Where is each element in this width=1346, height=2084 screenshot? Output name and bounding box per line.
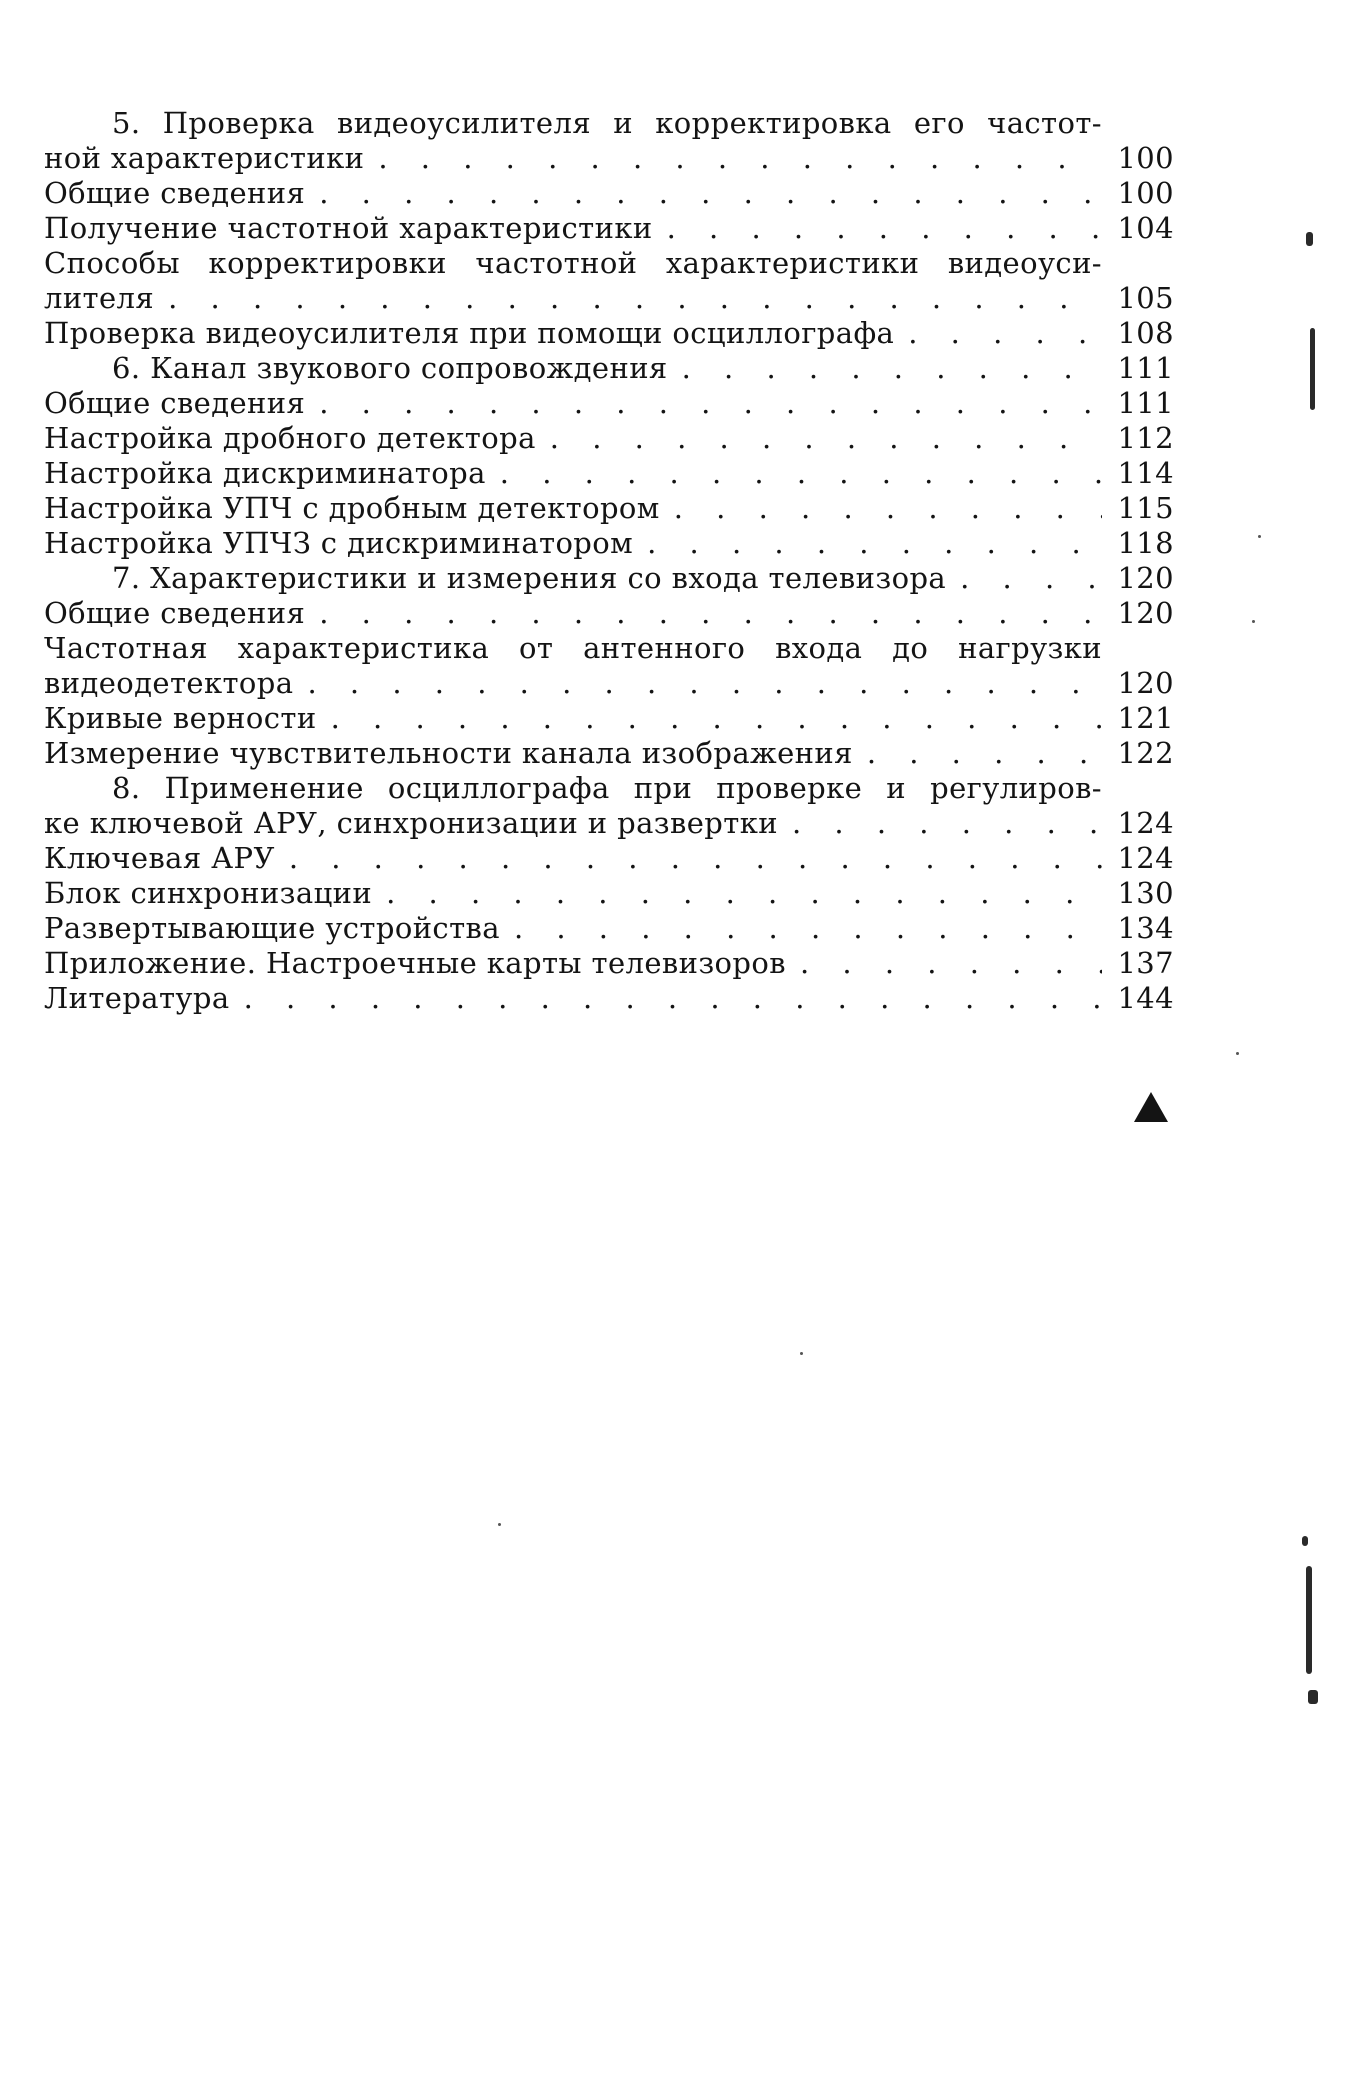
toc-leader-dots	[289, 841, 1102, 876]
toc-entry	[44, 876, 1174, 911]
toc-entry	[44, 176, 1174, 211]
toc-entry	[44, 421, 1174, 456]
toc-page-number: 104	[1117, 211, 1174, 245]
toc-page-number: 124	[1117, 806, 1174, 840]
toc-leader-dots	[307, 666, 1102, 701]
toc-entry-title: Частотная характеристика от антенного входа до нагрузки	[44, 631, 1102, 665]
scan-edge-mark	[1306, 232, 1313, 246]
toc-entry	[44, 701, 1174, 736]
toc-page-number: 108	[1117, 316, 1174, 350]
scan-edge-mark	[1302, 1536, 1308, 1546]
toc-entry	[44, 736, 1174, 771]
triangle-marker-icon	[1134, 1092, 1168, 1122]
toc-entry-title: Настройка УПЧЗ с дискриминатором	[44, 526, 634, 560]
toc-page-number: 130	[1117, 876, 1174, 910]
toc-page-number: 100	[1117, 176, 1174, 210]
toc-entry	[44, 911, 1174, 946]
toc-leader-dots	[647, 526, 1102, 561]
toc-leader-dots	[168, 281, 1102, 316]
toc-entry-title: Настройка дробного детектора	[44, 421, 536, 455]
toc-entry	[44, 386, 1174, 421]
toc-entry-title: ке ключевой АРУ, синхронизации и развертки	[44, 806, 778, 840]
toc-entry	[44, 981, 1174, 1016]
toc-leader-dots	[319, 596, 1102, 631]
toc-entry	[44, 141, 1174, 176]
toc-entry-line	[44, 631, 1174, 666]
toc-page-number: 137	[1117, 946, 1174, 980]
toc-leader-dots	[867, 736, 1102, 771]
toc-entry-title: Проверка видеоусилителя при помощи осциллографа	[44, 316, 895, 350]
toc-entry-title: Измерение чувствительности канала изображения	[44, 736, 853, 770]
toc-entry	[44, 841, 1174, 876]
toc-leader-dots	[319, 386, 1102, 421]
toc-entry	[44, 456, 1174, 491]
toc-page-number: 144	[1117, 981, 1174, 1015]
toc-page-number: 134	[1117, 911, 1174, 945]
toc-leader-dots	[319, 176, 1102, 211]
scan-edge-mark	[1310, 328, 1315, 410]
toc-entry-title: 7. Характеристики и измерения со входа телевизора	[112, 561, 947, 595]
toc-page-number: 118	[1117, 526, 1174, 560]
scan-edge-mark	[1308, 1690, 1318, 1704]
toc-leader-dots	[674, 491, 1102, 526]
toc-entry-line	[44, 106, 1174, 141]
toc-entry	[44, 561, 1174, 596]
toc-entry-title: Настройка УПЧ с дробным детектором	[44, 491, 660, 525]
toc-leader-dots	[667, 211, 1102, 246]
toc-entry-title: видеодетектора	[44, 666, 294, 700]
toc-page-number: 121	[1117, 701, 1174, 735]
toc-entry	[44, 666, 1174, 701]
toc-entry-title: Приложение. Настроечные карты телевизоров	[44, 946, 786, 980]
scan-speck	[498, 1523, 501, 1526]
toc-leader-dots	[792, 806, 1102, 841]
toc-entry-title: Настройка дискриминатора	[44, 456, 486, 490]
scan-speck	[1236, 1052, 1239, 1055]
toc-page-number: 100	[1117, 141, 1174, 175]
scan-edge-mark	[1306, 1566, 1312, 1674]
toc-entry-title: Получение частотной характеристики	[44, 211, 653, 245]
toc-entry-title: Общие сведения	[44, 596, 306, 630]
toc-page-number: 105	[1117, 281, 1174, 315]
toc-entry	[44, 211, 1174, 246]
toc-page-number: 112	[1117, 421, 1174, 455]
toc-page-number: 120	[1117, 561, 1174, 595]
toc-leader-dots	[800, 946, 1102, 981]
toc-entry-title: 8. Применение осциллографа при проверке и регулиров-	[112, 771, 1102, 805]
scan-speck	[1252, 620, 1255, 623]
toc-leader-dots	[550, 421, 1102, 456]
toc-entry	[44, 351, 1174, 386]
toc-leader-dots	[960, 561, 1102, 596]
toc-entry-line	[44, 771, 1174, 806]
toc-leader-dots	[908, 316, 1102, 351]
scan-speck	[1258, 535, 1261, 538]
toc-entry	[44, 281, 1174, 316]
toc-entry-title: ной характеристики	[44, 141, 365, 175]
toc-leader-dots	[386, 876, 1102, 911]
toc-leader-dots	[682, 351, 1102, 386]
scan-speck	[800, 1352, 803, 1355]
toc-entry	[44, 491, 1174, 526]
toc-entry	[44, 946, 1174, 981]
toc-entry-title: Способы корректировки частотной характеристики видеоуси-	[44, 246, 1102, 280]
toc-page-number: 115	[1117, 491, 1174, 525]
toc-leader-dots	[244, 981, 1102, 1016]
toc-entry-title: Развертывающие устройства	[44, 911, 500, 945]
toc-leader-dots	[378, 141, 1102, 176]
toc-leader-dots	[514, 911, 1102, 946]
toc-page-number: 111	[1117, 351, 1174, 385]
toc-page-number: 122	[1117, 736, 1174, 770]
toc-entry-title: лителя	[44, 281, 155, 315]
toc-entry	[44, 316, 1174, 351]
toc-entry-title: 6. Канал звукового сопровождения	[112, 351, 668, 385]
toc-entry	[44, 526, 1174, 561]
toc-entry-title: Общие сведения	[44, 386, 306, 420]
toc-entry-title: Литература	[44, 981, 230, 1015]
toc-page-number: 120	[1117, 666, 1174, 700]
toc-leader-dots	[331, 701, 1102, 736]
toc-page-number: 111	[1117, 386, 1174, 420]
toc-entry-title: Кривые верности	[44, 701, 317, 735]
toc-leader-dots	[500, 456, 1102, 491]
toc-page-number: 124	[1117, 841, 1174, 875]
table-of-contents	[44, 106, 1174, 1016]
toc-entry-title: Ключевая АРУ	[44, 841, 275, 875]
toc-page-number: 114	[1117, 456, 1174, 490]
toc-entry-title: Блок синхронизации	[44, 876, 373, 910]
toc-entry-title: Общие сведения	[44, 176, 306, 210]
toc-page-number: 120	[1117, 596, 1174, 630]
toc-entry	[44, 596, 1174, 631]
toc-entry-line	[44, 246, 1174, 281]
toc-entry-title: 5. Проверка видеоусилителя и корректировка его частот-	[112, 106, 1102, 140]
toc-entry	[44, 806, 1174, 841]
